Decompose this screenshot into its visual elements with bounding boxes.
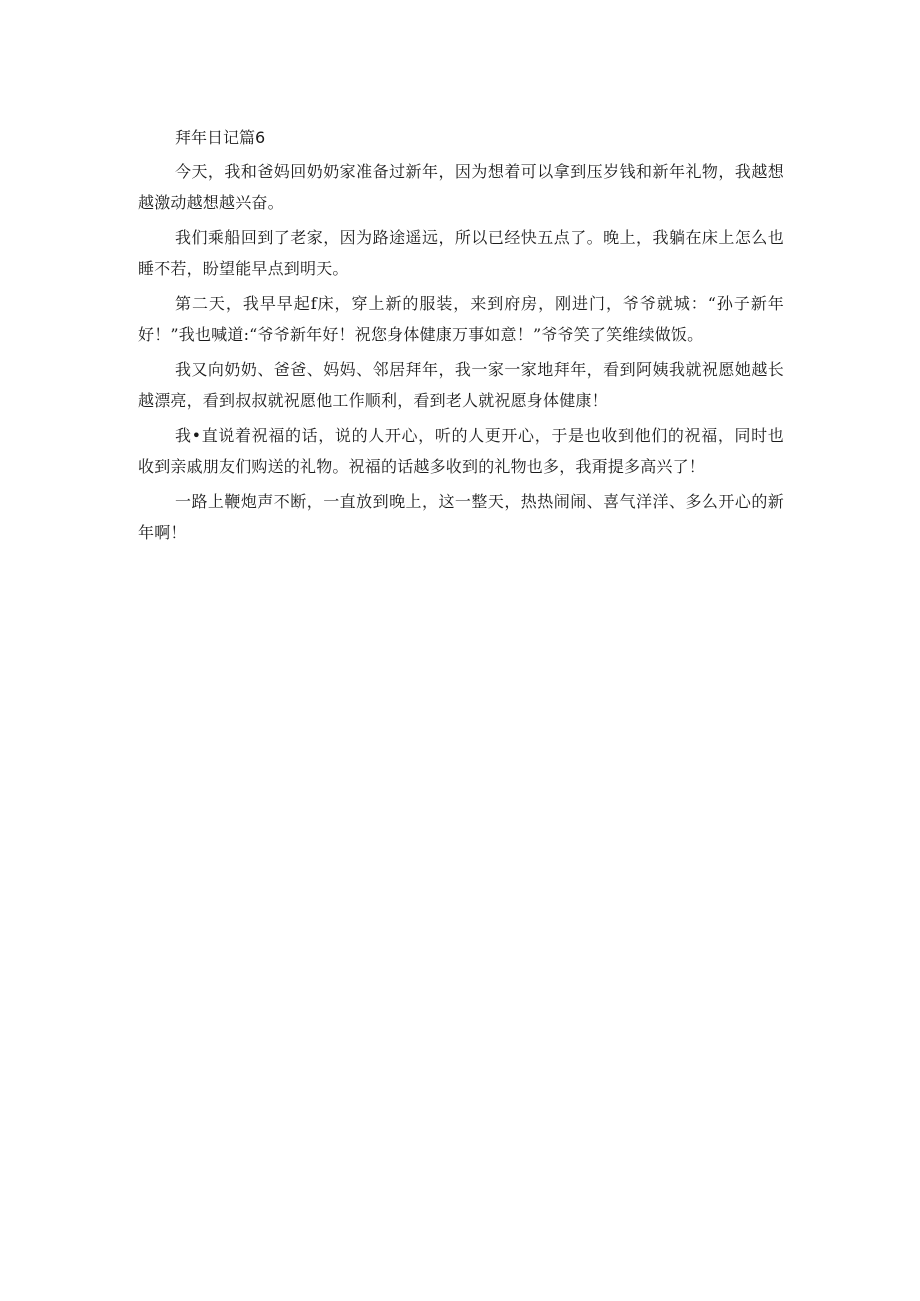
- paragraph: 我•直说着祝福的话，说的人开心，听的人更开心，于是也收到他们的祝福，同时也收到亲戚朋友们购送的礼物。祝福的话越多收到的礼物也多，我甭提多高兴了！: [138, 426, 784, 476]
- paragraph: 今天，我和爸妈回奶奶家准备过新年，因为想着可以拿到压岁钱和新年礼物，我越想越激动越想越兴奋。: [138, 162, 784, 212]
- paragraph: 第二天，我早早起f床，穿上新的服装，来到府房，刚进门，爷爷就城：“孙子新年好！”我也喊道:“爷爷新年好！祝您身体健康万事如意！”爷爷笑了笑维续做饭。: [138, 294, 784, 344]
- paragraph: 我又向奶奶、爸爸、妈妈、邻居拜年，我一家一家地拜年，看到阿姨我就祝愿她越长越漂亮，看到叔叔就祝愿他工作顺利，看到老人就祝愿身体健康！: [138, 360, 784, 410]
- paragraph: 一路上鞭炮声不断，一直放到晚上，这一整天，热热闹闹、喜气洋洋、多么开心的新年啊！: [138, 492, 784, 542]
- document-body: [138, 124, 784, 548]
- paragraph: 我们乘船回到了老家，因为路途遥远，所以已经快五点了。晚上，我躺在床上怎么也睡不若，盼望能早点到明天。: [138, 228, 784, 278]
- document-title: 拜年日记篇6: [175, 128, 266, 147]
